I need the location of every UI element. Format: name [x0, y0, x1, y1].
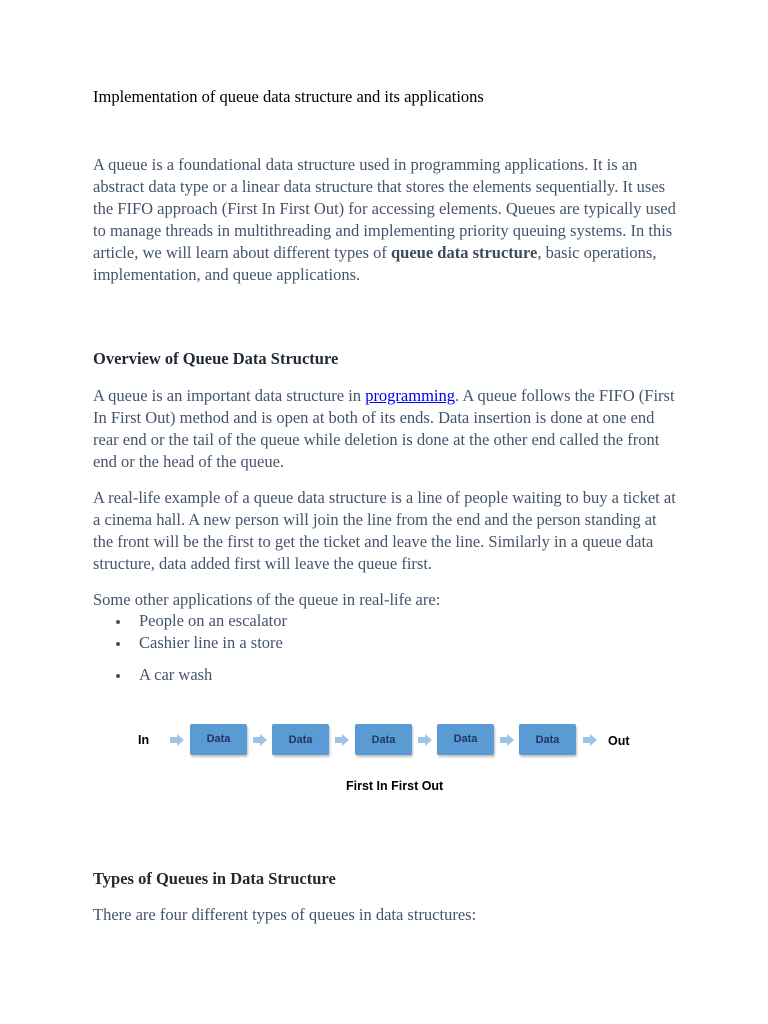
types-paragraph: There are four different types of queues in data structures:	[93, 905, 477, 924]
data-box: Data	[355, 724, 412, 755]
arrow-right-icon	[253, 734, 267, 746]
bullet-icon	[116, 642, 120, 646]
overview-paragraph-2: A real-life example of a queue data structure is a line of people waiting to buy a ticket at a cinema hall. A new person will join the line from the end and the person standing at the front will be the first to get the ticket and leave the line. Similarly in a queue data structure, data added first will leave the queue first.	[93, 488, 676, 573]
intro-bold-term: queue data structure	[390, 242, 538, 262]
intro-text-start: A queue is a foundational data structure used in programming applications. It is an abstract data type or a linear data structure that stores the elements sequentially. It uses the FIFO approach (First In First Out) for accessing elements. Queues are typically used to manage threads in multithreading and implementing priority queuing systems. In this article, we will learn about different types of	[93, 155, 676, 262]
arrow-right-icon	[418, 734, 432, 746]
types-heading: Types of Queues in Data Structure	[93, 869, 336, 888]
bullet-icon	[116, 620, 120, 624]
diagram-in-label: In	[138, 733, 150, 747]
arrow-right-icon	[170, 734, 184, 746]
overview-paragraph-1	[93, 385, 678, 473]
data-box: Data	[272, 724, 329, 755]
intro-text-end: , basic operations, implementation, and queue applications.	[93, 242, 657, 284]
data-box: Data	[190, 724, 247, 755]
programming-link[interactable]: programming	[365, 386, 456, 405]
diagram-out-label: Out	[608, 734, 630, 748]
intro-paragraph	[93, 154, 678, 285]
arrow-right-icon	[583, 734, 597, 746]
diagram-caption: First In First Out	[346, 779, 444, 793]
data-box: Data	[437, 724, 494, 755]
overview-text-start: A queue is an important data structure in	[93, 386, 366, 405]
bullet-icon	[116, 674, 120, 678]
overview-text-end: . A queue follows the FIFO (First In First Out) method and is open at both of its ends. Data insertion is done at one end rear end or the tail of the queue while deletion is done at the other end called the front end or the head of the queue.	[93, 386, 675, 471]
arrow-right-icon	[335, 734, 349, 746]
overview-paragraph-3: Some other applications of the queue in real-life are:	[93, 590, 441, 609]
arrow-right-icon	[500, 734, 514, 746]
overview-heading: Overview of Queue Data Structure	[93, 349, 339, 368]
document-title: Implementation of queue data structure and its applications	[93, 87, 484, 106]
data-box: Data	[519, 724, 576, 755]
